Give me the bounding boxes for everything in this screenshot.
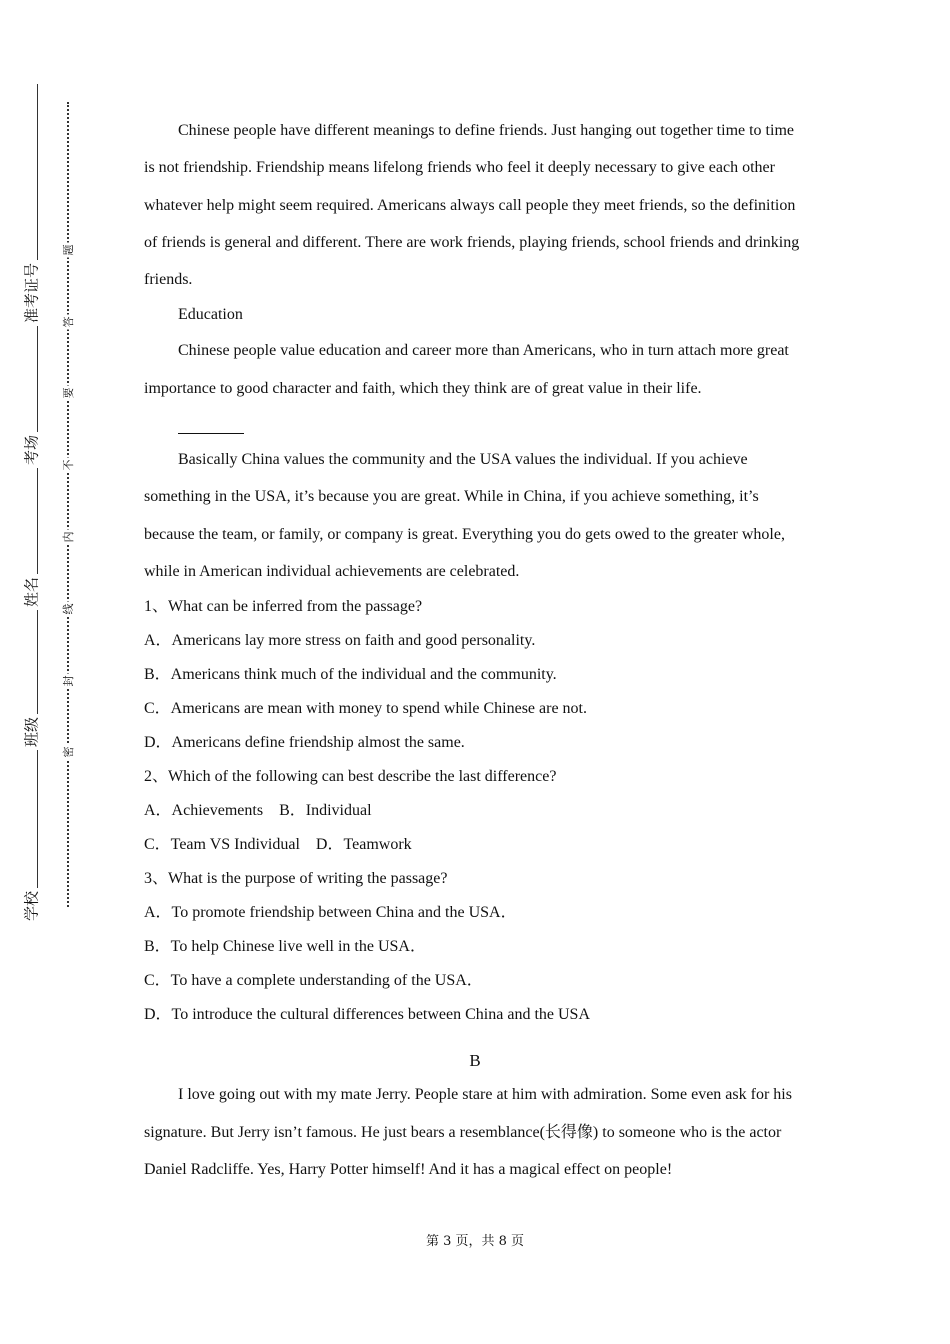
label-exam-room: 考场 <box>21 432 42 468</box>
question-3-option-b: B．To help Chinese live well in the USA． <box>144 938 426 956</box>
binding-dotted-line <box>67 102 69 907</box>
warning-char: 封 <box>62 675 75 687</box>
question-2: 2、Which of the following can best describe the last difference? <box>144 768 557 786</box>
question-3-option-c: C．To have a complete understanding of the USA． <box>144 972 483 990</box>
paragraph-friendship: Chinese people have different meanings to define friends. Just hanging out together time to time is not friendship. Friendship means lifelong friends who feel it deeply necessary to give each other whatever help might seem required. Americans always call people they meet friends, so the definition of friends is general and different. There are work friends, playing friends, school friends and drinking friends. <box>144 122 800 289</box>
label-exam-number: 准考证号 <box>21 260 42 326</box>
question-2-options-ab: A．Achievements B．Individual <box>144 802 372 820</box>
question-1-option-a: A．Americans lay more stress on faith and good personality. <box>144 632 536 650</box>
warning-char: 答 <box>62 316 75 328</box>
warning-char: 题 <box>62 244 75 256</box>
paragraph-education: Chinese people value education and career more than Americans, who in turn attach more great importance to good character and faith, which they think are of great value in their life. <box>144 342 789 397</box>
question-1-option-c: C．Americans are mean with money to spend while Chinese are not. <box>144 700 587 718</box>
heading-education: Education <box>178 306 243 324</box>
warning-char: 不 <box>62 459 75 471</box>
question-1-option-d: D．Americans define friendship almost the same. <box>144 734 465 752</box>
question-1-option-b: B．Americans think much of the individual and the community. <box>144 666 557 684</box>
blank-heading-line <box>144 407 806 441</box>
section-title-b: B <box>469 1051 481 1071</box>
paragraph-b-1: I love going out with my mate Jerry. People stare at him with admiration. Some even ask for his signature. But Jerry isn’t famous. He just bears a resemblance(长得像) to someone who is the actor Daniel Radcliffe. Yes, Harry Potter himself! And it has a magical effect on people! <box>144 1086 792 1178</box>
warning-char: 内 <box>62 531 75 543</box>
binding-solid-line <box>37 84 38 924</box>
question-1: 1、What can be inferred from the passage? <box>144 598 423 616</box>
warning-char: 密 <box>62 746 75 758</box>
question-2-options-cd: C．Team VS Individual D．Teamwork <box>144 836 412 854</box>
question-3: 3、What is the purpose of writing the passage? <box>144 870 448 888</box>
label-class: 班级 <box>21 714 42 750</box>
warning-char: 线 <box>62 603 75 615</box>
page-content <box>144 112 806 1188</box>
label-school: 学校 <box>21 888 42 924</box>
paragraph-individual: Basically China values the community and the USA values the individual. If you achieve something in the USA, it’s because you are great. While in China, if you achieve something, it’s because the team, or family, or company is great. Everything you do gets owed to the greater whole, while in American individual achievements are celebrated. <box>144 451 785 580</box>
label-name: 姓名 <box>21 574 42 610</box>
question-3-option-a: A．To promote friendship between China and the USA． <box>144 904 517 922</box>
question-3-option-d: D．To introduce the cultural differences between China and the USA <box>144 1006 591 1024</box>
warning-char: 要 <box>62 387 75 399</box>
binding-margin <box>0 0 110 1344</box>
page-number: 第 3 页，共 8 页 <box>425 1234 525 1249</box>
